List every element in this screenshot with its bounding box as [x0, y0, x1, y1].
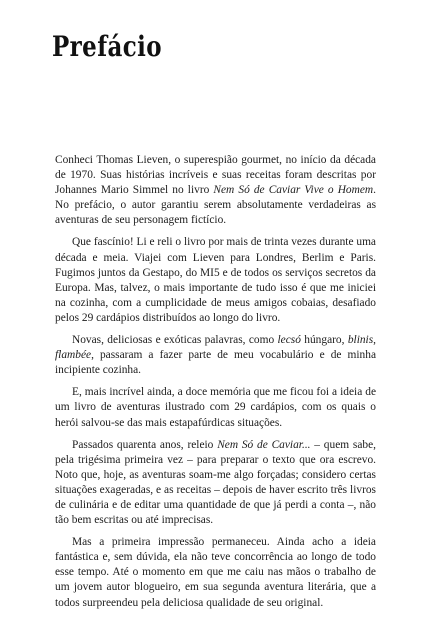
- text-run: , passaram a fazer parte de meu vocabulário e de minha incipiente cozinha.: [55, 349, 376, 377]
- chapter-title: Prefácio: [52, 30, 163, 63]
- preface-body: [55, 153, 376, 618]
- text-run: Passados quarenta anos, releio: [72, 438, 218, 451]
- text-run: Que fascínio! Li e reli o livro por mais de trinta vezes durante uma década e meia. Viajei com Lieven para Londres, Berlim e Paris. Fugimos juntos da Gestapo, do MI5 e de todos os serviços secretos da Europa. Mas, talvez, o mais importante de tudo isso é que me iniciei na cozinha, com a cumplicidade de meus amigos cobaias, desafiado pelos 29 cardápios distribuídos ao longo do livro.: [55, 236, 376, 324]
- text-run: – quem sabe, pela trigésima primeira vez – para preparar o texto que ora escrevo. Noto que, hoje, as aventuras soam-me algo forçadas; considero certas situações exageradas, e as receitas – depois de haver escrito três livros de culinária e de editar uma quantidade de que já perdi a conta –, não tão bem escritas ou até imprecisas.: [55, 438, 376, 527]
- paragraph: [55, 385, 376, 430]
- italic-text: Nem Só de Caviar Vive o Homem: [213, 184, 374, 197]
- italic-text: flambée: [55, 349, 92, 362]
- text-run: E, mais incrível ainda, a doce memória que me ficou foi a ideia de um livro de aventuras ilustrado com 29 cardápios, com os quais o herói salvou-se das mais estapafúrdicas situações.: [55, 386, 376, 429]
- text-run: . No prefácio, o autor garantiu serem absolutamente verdadeiras as aventuras de seu personagem fictício.: [55, 184, 376, 227]
- italic-text: Nem Só de Caviar...: [217, 438, 311, 451]
- paragraph: [55, 535, 376, 610]
- text-run: ,: [373, 334, 377, 347]
- paragraph: [55, 333, 376, 378]
- paragraph: [55, 438, 376, 529]
- text-run: Mas a primeira impressão permaneceu. Ainda acho a ideia fantástica e, sem dúvida, ela não teve concorrência ao longo de todo esse tempo. Até o momento em que me caiu nas mãos o trabalho de um jovem autor blogueiro, em sua segunda aventura literária, que a todos surpreendeu pela deliciosa qualidade de seu original.: [55, 536, 376, 609]
- paragraph: [55, 153, 376, 228]
- italic-text: lecsó: [277, 334, 301, 347]
- paragraph: [55, 235, 376, 326]
- text-run: Conheci Thomas Lieven, o superespião gourmet, no início da década de 1970. Suas histórias incríveis e suas receitas foram descritas por Johannes Mario Simmel no livro: [55, 154, 376, 197]
- italic-text: blinis: [347, 334, 374, 347]
- text-run: húngaro,: [300, 334, 348, 347]
- text-run: Novas, deliciosas e exóticas palavras, como: [72, 334, 278, 347]
